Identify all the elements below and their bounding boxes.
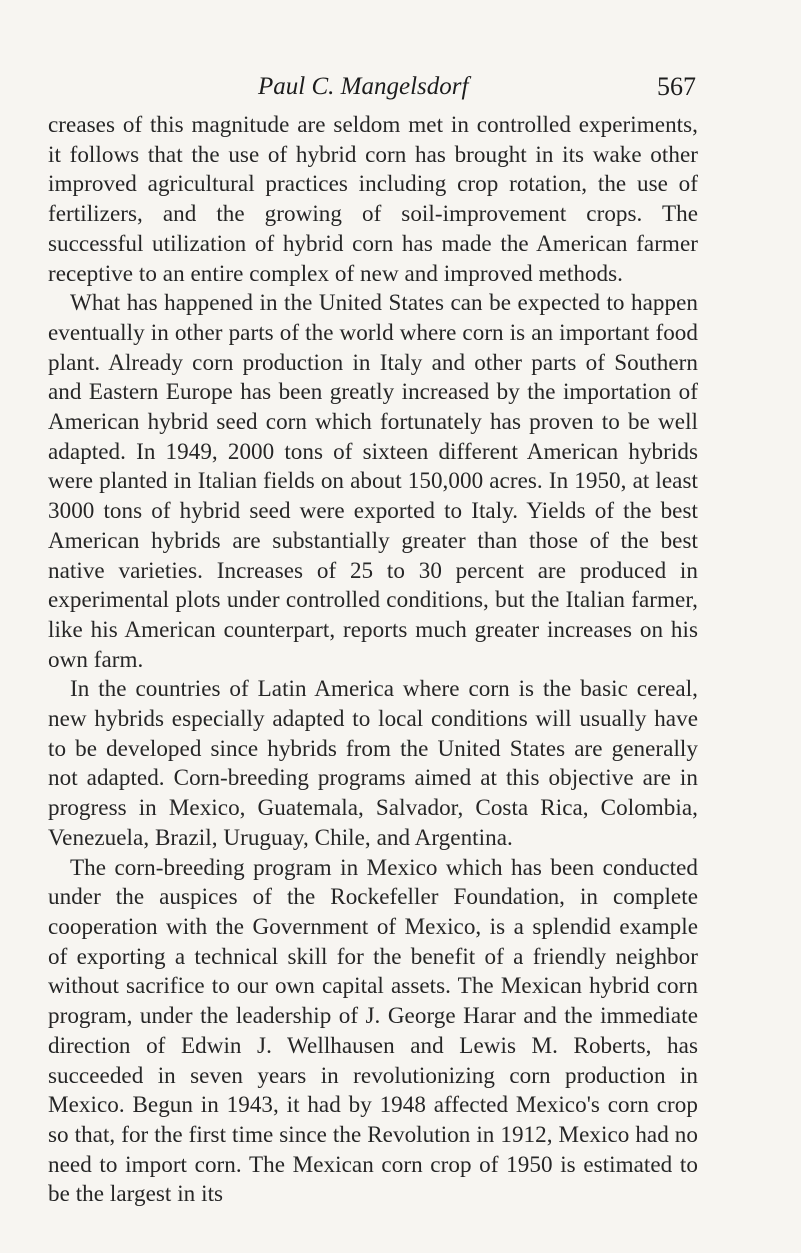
page-number: 567 <box>657 72 696 101</box>
page-header <box>0 72 801 106</box>
paragraph: What has happened in the United States can be expected to happen eventually in other parts of the world where corn is an important food plant. Already corn production in Italy and other parts of Southern and Eastern Europe has been greatly increased by the importation of American hybrid seed corn which fortunately has proven to be well adapted. In 1949, 2000 tons of sixteen different American hybrids were planted in Italian fields on about 150,000 acres. In 1950, at least 3000 tons of hybrid seed were exported to Italy. Yields of the best American hybrids are substantially greater than those of the best native varieties. Increases of 25 to 30 percent are produced in experimental plots under controlled conditions, but the Italian farmer, like his American counterpart, reports much greater increases on his own farm. <box>48 289 698 672</box>
body-text <box>48 110 698 1209</box>
paragraph: In the countries of Latin America where corn is the basic cereal, new hybrids especially adapted to local conditions will usually have to be developed since hybrids from the United States are generally not adapted. Corn-breeding programs aimed at this objective are in progress in Mexico, Guatemala, Salvador, Costa Rica, Colombia, Venezuela, Brazil, Uruguay, Chile, and Argentina. <box>48 675 698 850</box>
paragraph: The corn-breeding program in Mexico which has been conducted under the auspices of the Rockefeller Foundation, in complete cooperation with the Government of Mexico, is a splendid example of exporting a technical skill for the benefit of a friendly neighbor without sacrifice to our own capital assets. The Mexican hybrid corn program, under the leadership of J. George Harar and the immediate direction of Edwin J. Wellhausen and Lewis M. Roberts, has succeeded in seven years in revolutionizing corn production in Mexico. Begun in 1943, it had by 1948 affected Mexico's corn crop so that, for the first time since the Revolution in 1912, Mexico had no need to import corn. The Mexican corn crop of 1950 is estimated to be the largest in its <box>48 853 698 1207</box>
paragraph: creases of this magnitude are seldom met in controlled experiments, it follows that the use of hybrid corn has brought in its wake other improved agricultural practices including crop rotation, the use of fertilizers, and the growing of soil-improvement crops. The successful utilization of hybrid corn has made the American farmer receptive to an entire complex of new and improved methods. <box>48 111 698 286</box>
running-head: Paul C. Mangelsdorf <box>258 73 469 100</box>
